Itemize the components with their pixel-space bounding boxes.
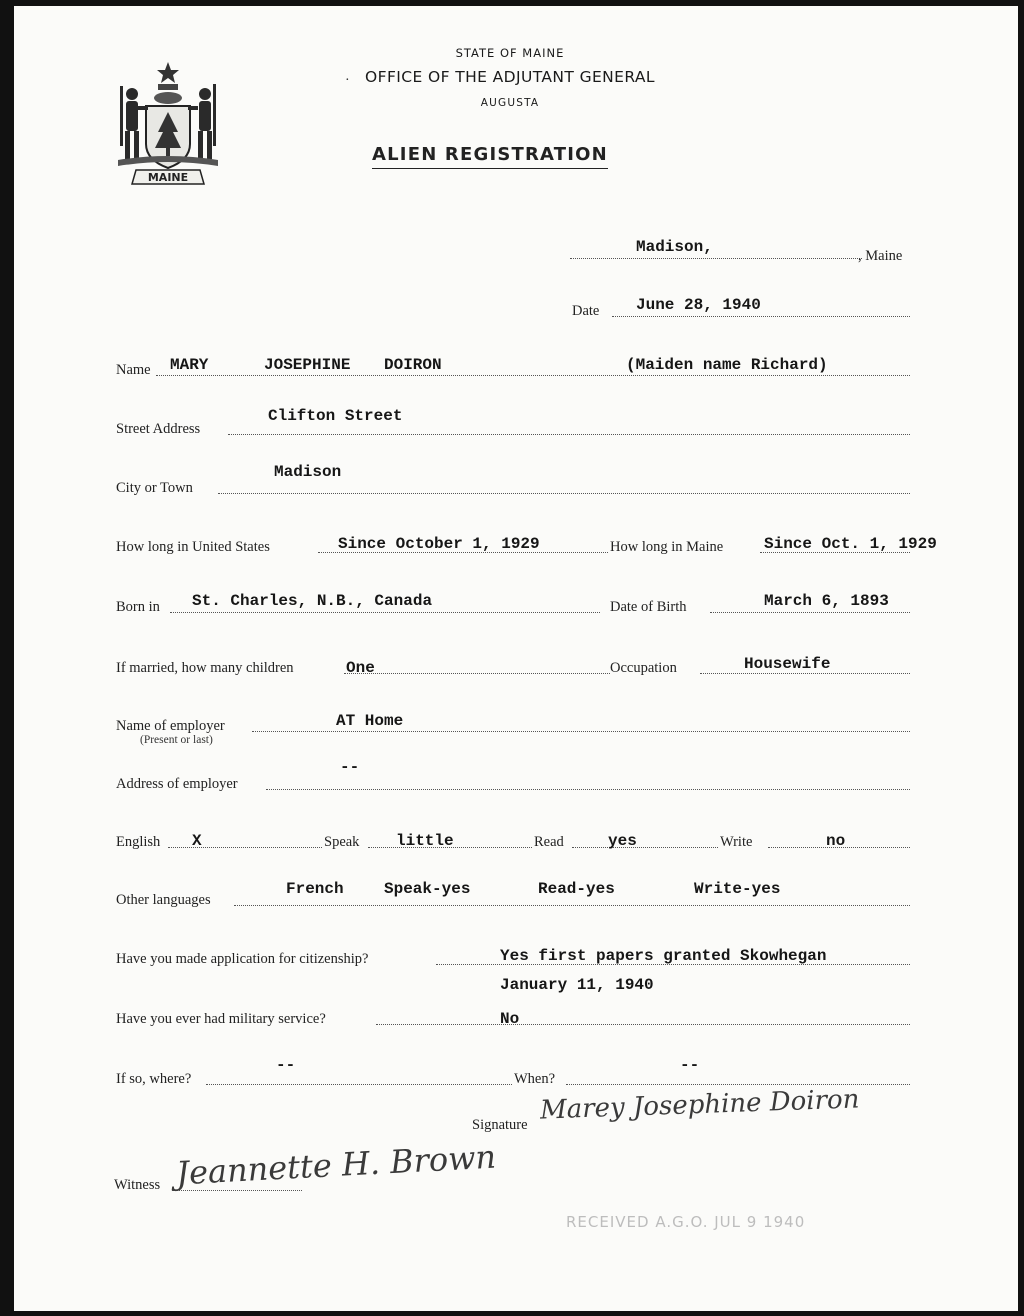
birthplace-value: St. Charles, N.B., Canada bbox=[192, 592, 433, 610]
other-languages-label: Other languages bbox=[116, 892, 211, 908]
birthplace-line bbox=[170, 612, 600, 613]
header-dot: · bbox=[345, 73, 350, 88]
header-city: AUGUSTA bbox=[480, 97, 540, 109]
employer-address-line bbox=[266, 789, 910, 790]
english-speak-label: Speak bbox=[324, 834, 360, 850]
military-label: Have you ever had military service? bbox=[116, 1011, 326, 1027]
other-language-read: Read-yes bbox=[538, 880, 615, 898]
employer-address-value: -- bbox=[340, 758, 360, 776]
date-value: June 28, 1940 bbox=[636, 296, 761, 314]
employer-address-label: Address of employer bbox=[116, 776, 238, 792]
employer-name-line bbox=[252, 731, 910, 732]
citizenship-label: Have you made application for citizenship? bbox=[116, 951, 369, 967]
date-line bbox=[612, 316, 910, 317]
birthdate-line bbox=[710, 612, 910, 613]
children-value: One bbox=[346, 659, 375, 677]
name-first: MARY bbox=[170, 356, 209, 374]
street-line bbox=[228, 434, 910, 435]
scan-border-bottom bbox=[0, 1311, 1024, 1316]
birthdate-value: March 6, 1893 bbox=[764, 592, 889, 610]
us-duration-value: Since October 1, 1929 bbox=[338, 535, 540, 553]
citizenship-value-line2: January 11, 1940 bbox=[500, 976, 654, 994]
occupation-value: Housewife bbox=[744, 655, 831, 673]
birthdate-label: Date of Birth bbox=[610, 599, 687, 615]
city-label: City or Town bbox=[116, 480, 193, 496]
english-write-label: Write bbox=[720, 834, 753, 850]
scan-border-top bbox=[0, 0, 1024, 6]
employer-name-label: Name of employer bbox=[116, 718, 225, 734]
children-label: If married, how many children bbox=[116, 660, 294, 676]
service-where-line bbox=[206, 1084, 512, 1085]
signature-label: Signature bbox=[472, 1117, 528, 1133]
witness-label: Witness bbox=[114, 1177, 161, 1193]
english-read-value: yes bbox=[608, 832, 637, 850]
place-suffix: , Maine bbox=[858, 248, 903, 264]
scan-border-left bbox=[0, 0, 14, 1316]
citizenship-value: Yes first papers granted Skowhegan bbox=[500, 947, 827, 965]
scan-border-right bbox=[1018, 0, 1024, 1316]
name-last: DOIRON bbox=[384, 356, 442, 374]
signature-value: Marey Josephine Doiron bbox=[539, 1084, 860, 1126]
witness-signature: Jeannette H. Brown bbox=[175, 1137, 497, 1193]
form-title: ALIEN REGISTRATION bbox=[372, 144, 608, 169]
name-middle: JOSEPHINE bbox=[264, 356, 351, 374]
us-duration-label: How long in United States bbox=[116, 539, 270, 555]
other-language-write: Write-yes bbox=[694, 880, 781, 898]
english-label: English bbox=[116, 834, 161, 850]
employer-name-value: AT Home bbox=[336, 712, 404, 730]
children-line bbox=[344, 673, 610, 674]
header-office: OFFICE OF THE ADJUTANT GENERAL bbox=[365, 68, 655, 86]
other-languages-line bbox=[234, 905, 910, 906]
employer-name-sublabel: (Present or last) bbox=[140, 734, 213, 746]
place-line bbox=[570, 258, 862, 259]
service-where-label: If so, where? bbox=[116, 1071, 192, 1087]
date-label: Date bbox=[572, 303, 600, 319]
maine-state-seal-icon bbox=[112, 56, 224, 190]
maine-duration-value: Since Oct. 1, 1929 bbox=[764, 535, 937, 553]
city-line bbox=[218, 493, 910, 494]
english-value: X bbox=[192, 832, 202, 850]
street-label: Street Address bbox=[116, 421, 201, 437]
header-state: STATE OF MAINE bbox=[455, 46, 565, 60]
received-stamp: RECEIVED A.G.O. JUL 9 1940 bbox=[566, 1213, 806, 1231]
service-when-label: When? bbox=[514, 1071, 556, 1087]
name-line bbox=[156, 375, 910, 376]
english-read-line bbox=[572, 847, 718, 848]
occupation-line bbox=[700, 673, 910, 674]
name-maiden: (Maiden name Richard) bbox=[626, 356, 828, 374]
english-speak-value: little bbox=[396, 832, 454, 850]
service-when-value: -- bbox=[680, 1056, 700, 1074]
other-language-name: French bbox=[286, 880, 344, 898]
place-value: Madison, bbox=[636, 238, 713, 256]
military-line bbox=[376, 1024, 910, 1025]
service-where-value: -- bbox=[276, 1056, 296, 1074]
other-language-speak: Speak-yes bbox=[384, 880, 471, 898]
street-value: Clifton Street bbox=[268, 407, 403, 425]
occupation-label: Occupation bbox=[610, 660, 677, 676]
english-read-label: Read bbox=[534, 834, 564, 850]
military-value: No bbox=[500, 1010, 520, 1028]
city-value: Madison bbox=[274, 463, 342, 481]
name-label: Name bbox=[116, 362, 151, 378]
birthplace-label: Born in bbox=[116, 599, 160, 615]
maine-duration-label: How long in Maine bbox=[610, 539, 724, 555]
english-write-value: no bbox=[826, 832, 846, 850]
seal-banner-text: MAINE bbox=[147, 171, 189, 184]
